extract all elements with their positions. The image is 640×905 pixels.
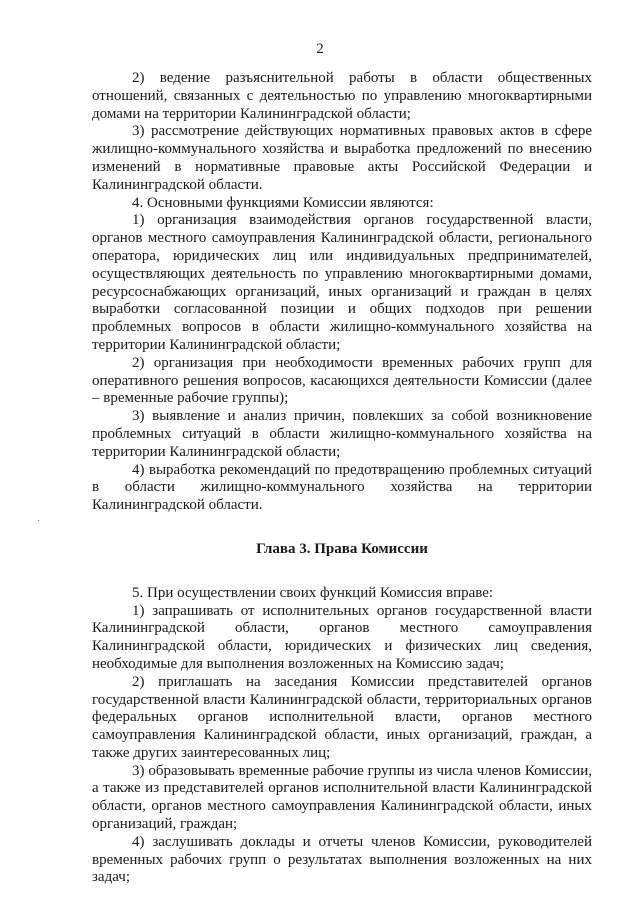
paragraph-function-1: 1) организация взаимодействия органов государственной власти, органов местного самоуправления Калининградской области, регионального оператора, юридических лиц или индивидуальных предпринимателей, осуществляющих деятельность по управлению многоквартирными домами, ресурсоснабжающих организаций, иных организаций и граждан в целях выработки согласованной позиции и общих подходов при решении проблемных вопросов в области жилищно-коммунального хозяйства на территории Калининградской области; (92, 212, 592, 353)
chapter-heading: Глава 3. Права Комиссии (256, 540, 428, 557)
page-number: 2 (316, 41, 324, 57)
scan-speck (38, 520, 39, 521)
paragraph-function-3: 3) выявление и анализ причин, повлекших за собой возникновение проблемных ситуаций в области жилищно-коммунального хозяйства на территории Калининградской области; (92, 408, 592, 460)
paragraph-function-4: 4) выработка рекомендаций по предотвращению проблемных ситуаций в области жилищно-коммунального хозяйства на территории Калининградской области. (92, 461, 592, 514)
paragraph-5-rights-intro: 5. При осуществлении своих функций Комиссия вправе: (132, 584, 494, 601)
paragraph-4-functions-intro: 4. Основными функциями Комиссии являются: (132, 194, 434, 211)
paragraph-2-outreach: 2) ведение разъяснительной работы в области общественных отношений, связанных с деятельностью по управлению многоквартирными домами на территории Калининградской области; (92, 70, 592, 122)
paragraph-right-1: 1) запрашивать от исполнительных органов государственной власти Калининградской области, органов местного самоуправления Калининградской области, юридических и физических лиц сведения, необходимые для выполнения возложенных на Комиссию задач; (92, 602, 592, 672)
document-body (92, 70, 592, 887)
paragraph-right-3: 3) образовывать временные рабочие группы из числа членов Комиссии, а также из представителей органов исполнительной власти Калининградской области, органов местного самоуправления Калининградской области, иных организаций, граждан; (92, 762, 592, 833)
paragraph-right-4: 4) заслушивать доклады и отчеты членов Комиссии, руководителей временных рабочих групп о результатах выполнения возложенных на них задач; (92, 833, 592, 886)
paragraph-right-2: 2) приглашать на заседания Комиссии представителей органов государственной власти Калининградской области, территориальных органов федеральных органов исполнительной власти, органов местного самоуправления Калининградской области, иных организаций, граждан, а также других заинтересованных лиц; (92, 673, 592, 761)
paragraph-function-2: 2) организация при необходимости временных рабочих групп для оперативного решения вопросов, касающихся деятельности Комиссии (далее – временные рабочие группы); (92, 354, 592, 407)
paragraph-3-review-acts: 3) рассмотрение действующих нормативных правовых актов в сфере жилищно-коммунального хозяйства и выработка предложений по внесению изменений в нормативные правовые акты Российской Федерации и Калининградской области. (92, 123, 592, 193)
